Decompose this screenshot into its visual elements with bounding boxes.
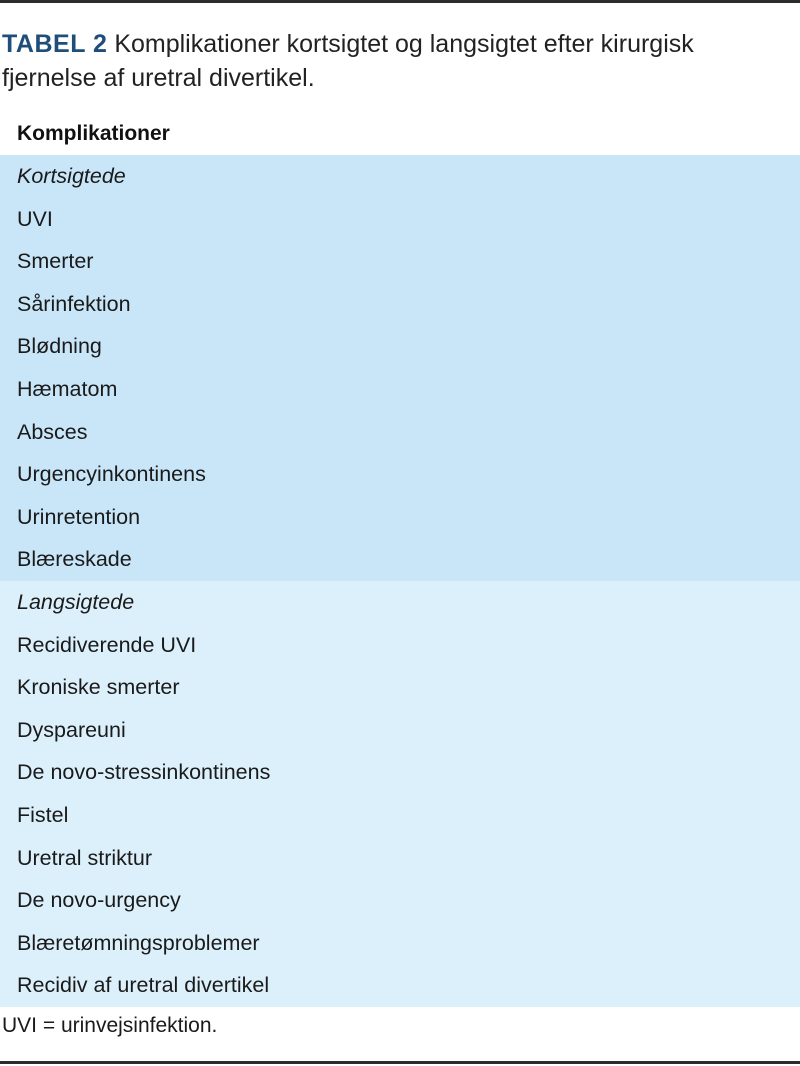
- table-row: Blødning: [17, 334, 102, 359]
- bottom-rule: [0, 1061, 800, 1064]
- table-row: Blæreskade: [17, 547, 132, 572]
- table-row: Recidiv af uretral divertikel: [17, 973, 270, 998]
- table-row: Recidiverende UVI: [17, 632, 197, 657]
- table-row: Uretral striktur: [17, 845, 152, 870]
- table-row: De novo-urgency: [17, 888, 181, 913]
- top-rule: [0, 0, 800, 3]
- table-row: Hæmatom: [17, 376, 118, 401]
- table-row: Sårinfektion: [17, 291, 131, 316]
- table-row: Kroniske smerter: [17, 675, 180, 700]
- section-heading-short-term: Kortsigtede: [17, 164, 126, 188]
- table-row: Fistel: [17, 802, 69, 827]
- table-footnote: UVI = urinvejsinfektion.: [2, 1014, 218, 1037]
- table-row: Blæretømningsproblemer: [17, 930, 260, 955]
- table-row: Smerter: [17, 249, 94, 274]
- table-row: De novo-stressinkontinens: [17, 760, 271, 785]
- column-header: Komplikationer: [17, 122, 170, 145]
- table-row: UVI: [17, 206, 53, 231]
- table-row: Absces: [17, 419, 88, 444]
- table-caption: [2, 27, 792, 95]
- section-heading-long-term: Langsigtede: [17, 590, 135, 614]
- table-row: Dyspareuni: [17, 717, 126, 742]
- table-number: TABEL 2: [2, 30, 108, 58]
- table-row: Urgencyinkontinens: [17, 462, 206, 487]
- short-term-section: [0, 155, 800, 581]
- table-title: Komplikationer kortsigtet og langsigtet efter kirurgisk fjernelse af uretral divertikel.: [2, 30, 694, 92]
- table-row: Urinretention: [17, 504, 141, 529]
- long-term-section: [0, 581, 800, 1007]
